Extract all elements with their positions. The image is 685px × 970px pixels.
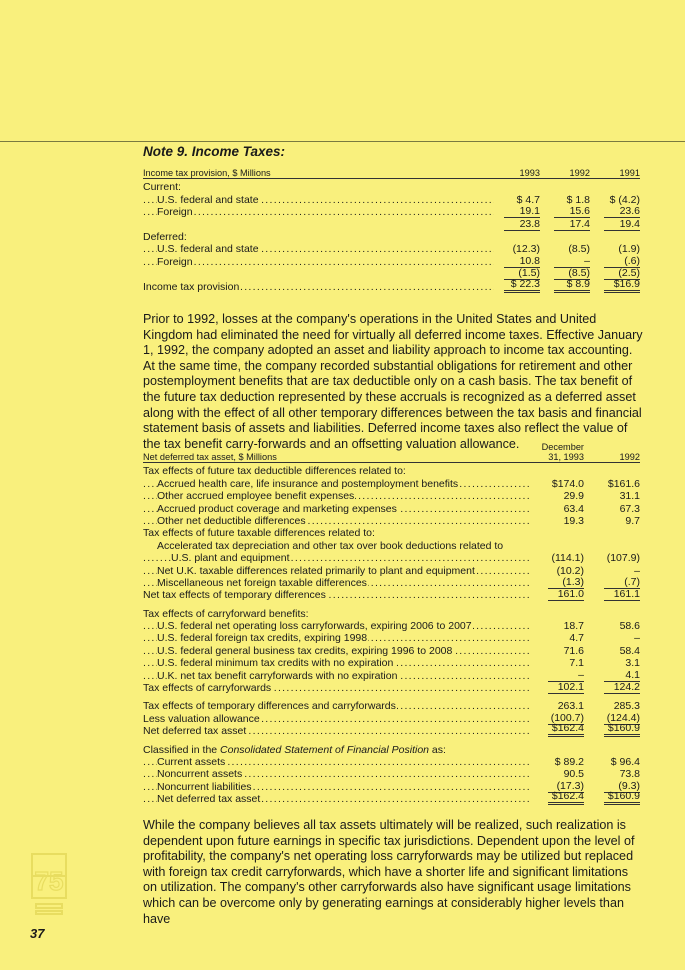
- row-value: $162.4: [529, 722, 584, 737]
- row-value: $162.4: [529, 790, 584, 805]
- paragraph-2: While the company believes all tax assets ultimately will be realized, such realization is dependent upon future earnings in specific tax jurisdictions. Dependent upon the level of profitability, the company's net operating loss carryforwards may be utilized but replaced with foreign tax credit carryforwards, which have a shorter life and significant limitations on utilization. The company's other carryforwards also have significant usage limitations which can be overcome only by generating earnings at considerably higher levels than have: [143, 818, 635, 926]
- row-label: Net deferred tax asset .....: [143, 725, 529, 737]
- row-value: (10.2): [556, 564, 584, 577]
- row-value: $161.6: [607, 477, 640, 490]
- row-value: (8.5): [568, 243, 590, 256]
- row-label: Net deferred tax asset .....: [143, 793, 529, 805]
- table-row: [143, 577, 640, 589]
- table-row: [143, 552, 640, 564]
- row-label: Tax effects of temporary differences and carryforwards .....: [143, 700, 529, 712]
- row-value: (2.5): [590, 267, 640, 280]
- row-value: $ 8.9: [540, 278, 590, 293]
- table-header-label: Net deferred tax asset, $ Millions: [143, 452, 277, 462]
- anniversary-logo-icon: [30, 852, 68, 916]
- row-value: [584, 744, 640, 756]
- row-label: Deferred:: [143, 230, 187, 243]
- column-header: 1993: [519, 168, 540, 178]
- row-label: Foreign .....: [143, 256, 494, 268]
- paragraph-1: Prior to 1992, losses at the company's operations in the United States and United Kingdom had eliminated the need for virtually all deferred income taxes. Effective January 1, 1992, the company adopted an asset and liability approach to income tax accounting. At the same time, the company recorded substantial obligations for retirement and other postemployment benefits that are tax deductible only on a cash basis. The tax benefit of the future tax deduction represented by these accruals is recognized as a deferred asset along with the effect of all other temporary differences between the tax basis and financial statement basis of assets and liabilities. Deferred income taxes also reflect the value of the tax benefit carry-forwards and an offsetting valuation allowance.: [143, 312, 643, 451]
- row-label: Foreign .....: [143, 206, 494, 218]
- row-value: (9.3): [584, 780, 640, 793]
- table-row: [143, 700, 640, 712]
- table-row: [143, 515, 640, 527]
- row-label: Net tax effects of temporary differences .....: [143, 589, 529, 601]
- row-value: [584, 465, 640, 477]
- row-value: –: [634, 564, 640, 577]
- column-header: 1992: [569, 168, 590, 178]
- row-label: Tax effects of carryforwards .....: [143, 682, 529, 694]
- row-value: 4.7: [569, 632, 584, 645]
- page-number: 37: [30, 926, 45, 941]
- row-value: [529, 744, 584, 756]
- row-value: $ 96.4: [610, 755, 640, 768]
- row-label: Tax effects of carryforward benefits:: [143, 607, 309, 620]
- table-row: [143, 243, 640, 255]
- table-row: [143, 527, 640, 539]
- table-header: [143, 164, 640, 179]
- row-value: 17.4: [540, 218, 590, 231]
- row-value: [529, 465, 584, 477]
- table-row: [143, 756, 640, 768]
- row-value: $174.0: [551, 477, 584, 490]
- row-value: $ 1.8: [566, 193, 590, 206]
- row-value: 161.1: [584, 588, 640, 601]
- row-value: (124.4): [584, 712, 640, 725]
- row-value: [584, 527, 640, 539]
- income-tax-provision-table: [143, 164, 640, 293]
- row-label: Classified in the Consolidated Statement of Financial Position as:: [143, 743, 446, 756]
- row-label: U.S. federal and state .....: [143, 243, 494, 255]
- row-value: –: [634, 632, 640, 645]
- row-label: Noncurrent assets .....: [143, 768, 529, 780]
- row-value: 3.1: [625, 657, 640, 670]
- row-label: [143, 219, 494, 231]
- row-label: U.S. federal minimum tax credits with no expiration .....: [143, 657, 529, 669]
- row-label: Miscellaneous net foreign taxable differences .....: [143, 577, 529, 589]
- row-value: 23.6: [590, 205, 640, 218]
- row-value: (.6): [590, 255, 640, 268]
- row-value: [590, 181, 640, 193]
- row-value: [529, 527, 584, 539]
- row-value: 90.5: [563, 768, 584, 781]
- row-label: Net U.K. taxable differences related primarily to plant and equipment .....: [143, 565, 529, 577]
- row-label: U.S. federal net operating loss carryforwards, expiring 2006 to 2007 .....: [143, 620, 529, 632]
- table-row: [143, 768, 640, 780]
- row-value: –: [540, 255, 590, 268]
- table-row: [143, 790, 640, 806]
- row-value: (1.9): [618, 243, 640, 256]
- row-value: [540, 181, 590, 193]
- row-value: 31.1: [619, 490, 640, 503]
- table-row: [143, 564, 640, 576]
- row-label: U.S. plant and equipment .....: [143, 552, 529, 564]
- row-value: 10.8: [494, 255, 540, 268]
- row-value: 63.4: [563, 502, 584, 515]
- table-row: [143, 607, 640, 619]
- column-header: December 31, 1993: [541, 442, 584, 462]
- column-header: 1991: [619, 168, 640, 178]
- table-row: [143, 669, 640, 681]
- note-title: Note 9. Income Taxes:: [143, 144, 286, 159]
- row-value: [584, 608, 640, 620]
- row-label: Noncurrent liabilities .....: [143, 781, 529, 793]
- row-value: (114.1): [551, 552, 584, 565]
- row-value: 285.3: [613, 700, 640, 713]
- table-row: [143, 682, 640, 694]
- table-row: [143, 722, 640, 738]
- row-value: 161.0: [529, 588, 584, 601]
- row-value: (1.5): [494, 267, 540, 280]
- row-value: (100.7): [529, 712, 584, 725]
- row-label: Accrued product coverage and marketing expenses .....: [143, 503, 529, 515]
- row-value: (12.3): [512, 243, 540, 256]
- row-value: $16.9: [590, 278, 640, 293]
- row-value: $ 89.2: [554, 755, 584, 768]
- row-label: Tax effects of future taxable differences related to:: [143, 527, 375, 540]
- table-row: [143, 589, 640, 601]
- table-row: [143, 620, 640, 632]
- row-value: $ 22.3: [494, 278, 540, 293]
- row-value: 7.1: [569, 657, 584, 670]
- row-label: U.S. federal foreign tax credits, expiring 1998 .....: [143, 632, 529, 644]
- row-value: 58.6: [619, 620, 640, 633]
- row-label: Tax effects of future tax deductible differences related to:: [143, 465, 406, 478]
- row-label: Less valuation allowance .....: [143, 713, 529, 725]
- table-row: [143, 277, 640, 293]
- top-rule: [0, 141, 685, 142]
- table-row: [143, 502, 640, 514]
- row-value: 19.4: [590, 218, 640, 231]
- table-row: [143, 743, 640, 755]
- row-label: Accelerated tax depreciation and other tax over book deductions related to: [157, 539, 504, 552]
- row-label: [143, 268, 494, 280]
- row-value: 9.7: [625, 514, 640, 527]
- table-row: [143, 206, 640, 218]
- table-row: [143, 231, 640, 243]
- row-label: Current assets .....: [143, 756, 529, 768]
- table-header-label: Income tax provision, $ Millions: [143, 168, 271, 178]
- row-value: [494, 181, 540, 193]
- row-value: $160.9: [584, 790, 640, 805]
- row-value: 67.3: [619, 502, 640, 515]
- row-label: Accrued health care, life insurance and postemployment benefits .....: [143, 478, 529, 490]
- net-deferred-tax-asset-table: [143, 442, 640, 806]
- table-row: [143, 218, 640, 230]
- table-row: [143, 181, 640, 193]
- row-value: 23.8: [494, 218, 540, 231]
- row-value: [590, 231, 640, 243]
- row-value: 18.7: [563, 620, 584, 633]
- column-header: 1992: [619, 452, 640, 462]
- row-value: [529, 540, 584, 552]
- row-value: (17.3): [529, 780, 584, 793]
- table-row: [143, 255, 640, 267]
- table-row: [143, 632, 640, 644]
- row-value: 124.2: [584, 681, 640, 694]
- row-value: –: [529, 669, 584, 682]
- row-value: (107.9): [606, 552, 640, 565]
- row-label: U.S. federal general business tax credits, expiring 1996 to 2008 .....: [143, 645, 529, 657]
- row-value: 19.3: [563, 514, 584, 527]
- row-value: 15.6: [540, 205, 590, 218]
- row-label: U.K. net tax benefit carryforwards with no expiration .....: [143, 670, 529, 682]
- row-value: $ (4.2): [609, 193, 640, 206]
- row-value: 263.1: [557, 700, 584, 713]
- table-header: [143, 442, 640, 463]
- row-value: (.7): [584, 576, 640, 589]
- table-row: [143, 657, 640, 669]
- logo-text: 75: [34, 866, 64, 896]
- row-value: [540, 231, 590, 243]
- table-row: [143, 644, 640, 656]
- table-row: [143, 490, 640, 502]
- row-value: 73.8: [619, 768, 640, 781]
- row-value: $ 4.7: [516, 193, 540, 206]
- row-value: 102.1: [529, 681, 584, 694]
- row-value: [529, 608, 584, 620]
- row-value: [584, 540, 640, 552]
- row-value: 58.4: [619, 644, 640, 657]
- row-label: Income tax provision .....: [143, 281, 494, 293]
- row-value: 4.1: [584, 669, 640, 682]
- table-row: [143, 193, 640, 205]
- row-label: Other net deductible differences .....: [143, 515, 529, 527]
- row-value: [494, 231, 540, 243]
- row-value: (1.3): [529, 576, 584, 589]
- row-value: (8.5): [540, 267, 590, 280]
- table-row: [143, 539, 640, 551]
- row-label: Other accrued employee benefit expenses .....: [143, 490, 529, 502]
- row-value: 29.9: [563, 490, 584, 503]
- row-value: 71.6: [563, 644, 584, 657]
- row-label: Current:: [143, 181, 181, 194]
- row-value: $160.9: [584, 722, 640, 737]
- table-row: [143, 465, 640, 477]
- row-value: 19.1: [494, 205, 540, 218]
- table-row: [143, 477, 640, 489]
- row-label: U.S. federal and state .....: [143, 194, 494, 206]
